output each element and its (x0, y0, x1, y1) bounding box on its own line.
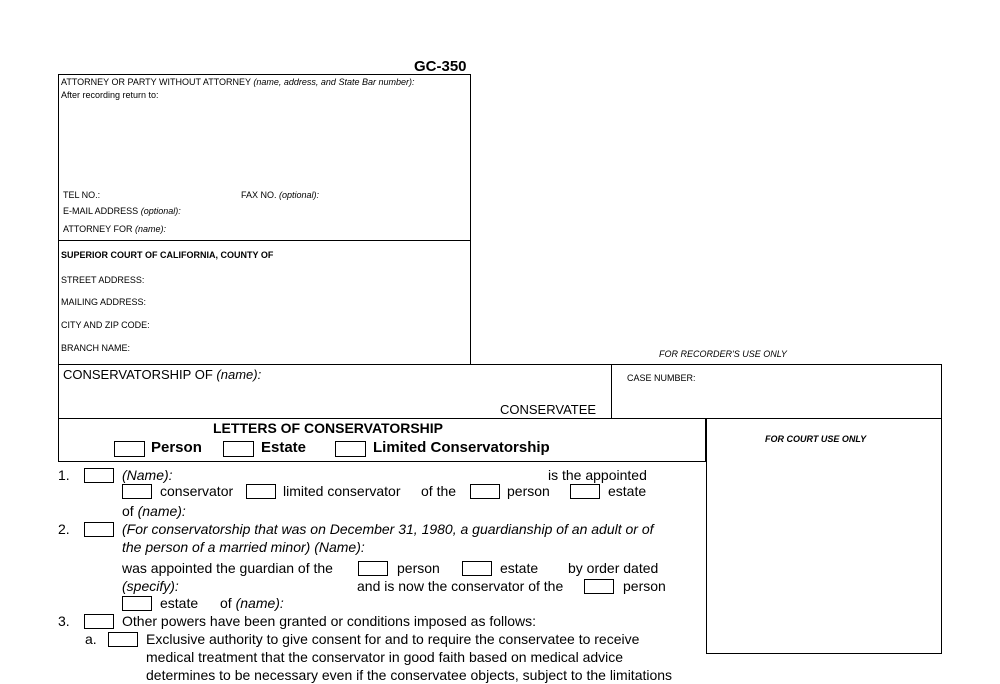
item1-estate-checkbox[interactable] (570, 484, 600, 499)
city-zip-label: CITY AND ZIP CODE: (61, 320, 150, 330)
street-address-label: STREET ADDRESS: (61, 275, 145, 285)
item1-limited-conservator-label: limited conservator (283, 483, 401, 499)
item2-was-appointed-text: was appointed the guardian of the (122, 560, 333, 576)
item1-appointed-text: is the appointed (548, 467, 647, 483)
recorder-use-label: FOR RECORDER'S USE ONLY (659, 349, 787, 359)
item2-estate-checkbox[interactable] (462, 561, 492, 576)
title-estate-checkbox[interactable] (223, 441, 254, 457)
item2-by-order-text: by order dated (568, 560, 659, 576)
item1-estate-label: estate (608, 483, 647, 499)
form-title: LETTERS OF CONSERVATORSHIP (213, 420, 443, 436)
court-use-label: FOR COURT USE ONLY (765, 434, 867, 444)
title-limited-checkbox[interactable] (335, 441, 366, 457)
item1-conservator-checkbox[interactable] (122, 484, 152, 499)
item3-number: 3. (58, 613, 70, 629)
item2-person2-label: person (623, 578, 666, 594)
title-estate-label: Estate (261, 439, 307, 456)
item2-estate2-label: estate (160, 595, 199, 611)
item1-number: 1. (58, 467, 70, 483)
court-title: SUPERIOR COURT OF CALIFORNIA, COUNTY OF (61, 250, 274, 260)
item3a-label: a. (85, 631, 97, 647)
conservatorship-of-label[interactable]: CONSERVATORSHIP OF (name): (63, 367, 262, 382)
item2-estate-label: estate (500, 560, 539, 576)
item3a-line3: determines to be necessary even if the conservatee objects, subject to the limitations (146, 667, 673, 683)
item1-name-label: (Name): (122, 467, 173, 483)
item2-person2-checkbox[interactable] (584, 579, 614, 594)
item2-checkbox[interactable] (84, 522, 114, 537)
attorney-for-label: ATTORNEY FOR (name): (63, 224, 167, 234)
form-number: GC-350 (414, 58, 467, 75)
item1-limited-conservator-checkbox[interactable] (246, 484, 276, 499)
title-person-label: Person (151, 439, 202, 456)
item1-of-name-label: of (name): (122, 503, 186, 519)
item2-person-checkbox[interactable] (358, 561, 388, 576)
item1-checkbox[interactable] (84, 468, 114, 483)
item3-checkbox[interactable] (84, 614, 114, 629)
fax-label: FAX NO. (optional): (241, 190, 320, 200)
item2-estate2-checkbox[interactable] (122, 596, 152, 611)
after-recording-label: After recording return to: (61, 90, 159, 100)
item1-of-the-text: of the (421, 483, 457, 499)
branch-name-label: BRANCH NAME: (61, 343, 131, 353)
tel-label: TEL NO.: (63, 190, 101, 200)
item2-line1: (For conservatorship that was on December 31, 1980, a guardianship of an adult or of (122, 521, 654, 537)
court-use-box (706, 418, 942, 654)
item1-conservator-label: conservator (160, 483, 234, 499)
conservatee-label: CONSERVATEE (500, 402, 597, 417)
item2-specify-label: (specify): (122, 578, 179, 594)
item3-text: Other powers have been granted or conditions imposed as follows: (122, 613, 537, 629)
item1-person-checkbox[interactable] (470, 484, 500, 499)
item2-line2: the person of a married minor) (Name): (122, 539, 365, 555)
case-number-label[interactable]: CASE NUMBER: (627, 373, 696, 383)
title-person-checkbox[interactable] (114, 441, 145, 457)
mailing-address-label: MAILING ADDRESS: (61, 297, 147, 307)
attorney-header: ATTORNEY OR PARTY WITHOUT ATTORNEY (name, address, and State Bar number): (61, 77, 415, 87)
item3a-checkbox[interactable] (108, 632, 138, 647)
item2-of-name-label: of (name): (220, 595, 284, 611)
item2-person-label: person (397, 560, 440, 576)
item3a-line2: medical treatment that the conservator in good faith based on medical advice (146, 649, 624, 665)
item3a-line1: Exclusive authority to give consent for and to require the conservatee to receive (146, 631, 640, 647)
caption-divider (611, 364, 612, 419)
email-label: E-MAIL ADDRESS (optional): (63, 206, 181, 216)
item2-now-conservator-text: and is now the conservator of the (357, 578, 564, 594)
item2-number: 2. (58, 521, 70, 537)
item1-person-label: person (507, 483, 550, 499)
title-limited-label: Limited Conservatorship (373, 439, 550, 456)
